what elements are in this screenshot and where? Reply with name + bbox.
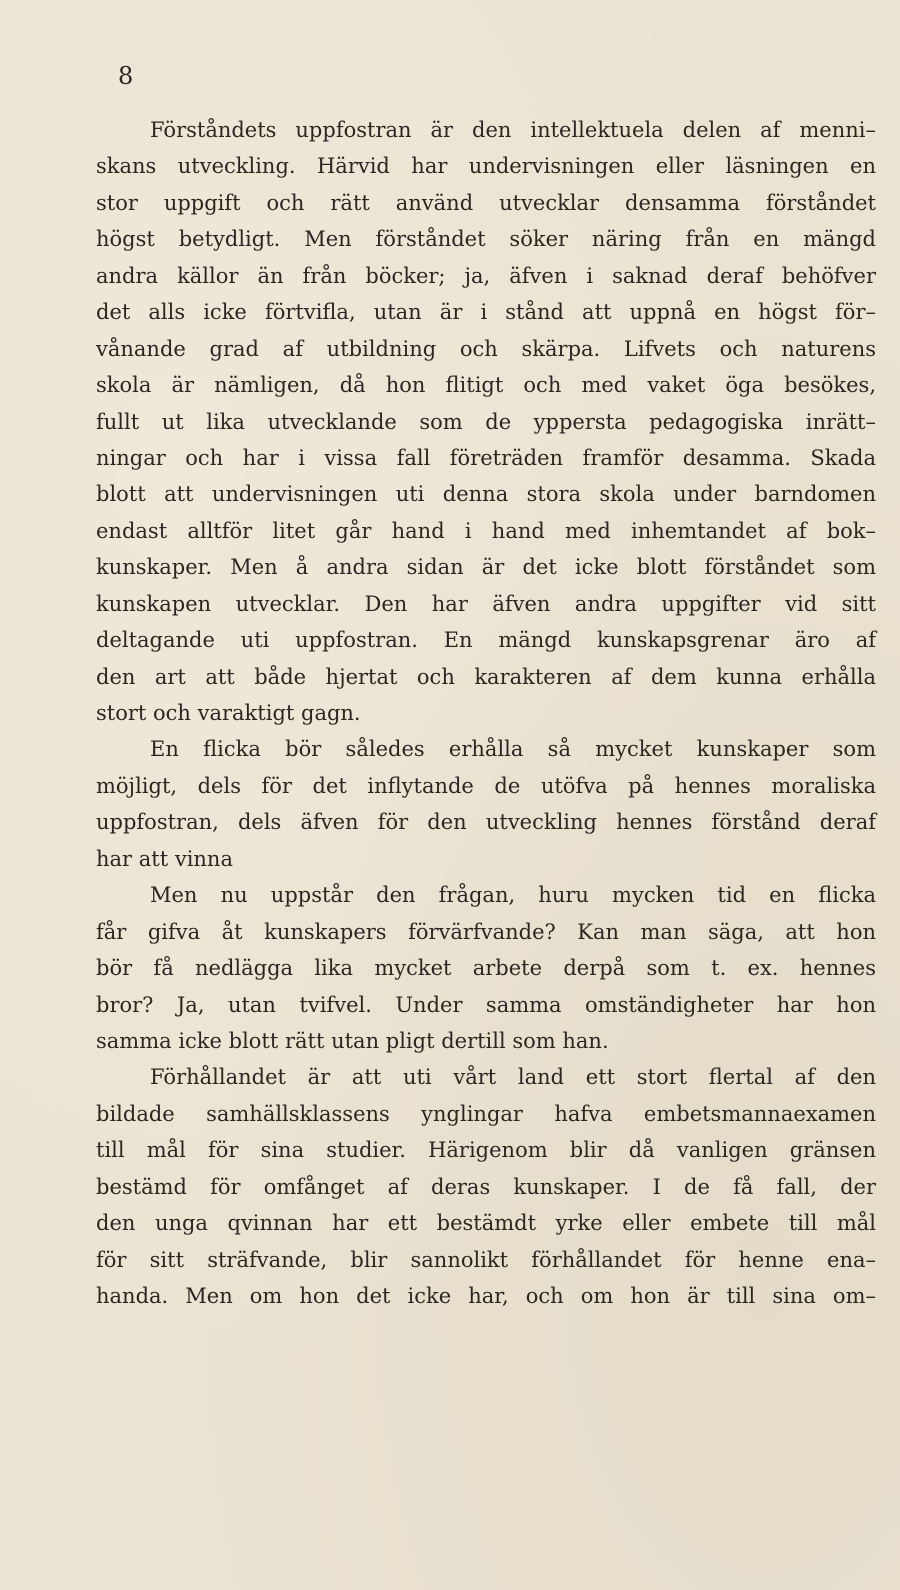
text-line: har att vinna [96, 846, 233, 871]
text-line: får gifva åt kunskapers förvärfvande? Kan man säga, att hon [96, 919, 876, 944]
text-line: blott att undervisningen uti denna stora skola under barndomen [96, 482, 876, 507]
text-line: ningar och har i vissa fall företräden framför desamma. Skada [96, 445, 876, 470]
text-line: uppfostran, dels äfven för den utveckling hennes förstånd deraf [96, 810, 876, 835]
text-line: den art att både hjertat och karakteren af dem kunna erhålla [96, 664, 876, 689]
text-line: andra källor än från böcker; ja, äfven i saknad deraf behöfver [96, 263, 876, 288]
text-line: stor uppgift och rätt använd utvecklar densamma förståndet [96, 190, 876, 215]
text-line: högst betydligt. Men förståndet söker näring från en mängd [96, 227, 876, 252]
text-line: deltagande uti uppfostran. En mängd kunskapsgrenar äro af [96, 628, 876, 653]
body-text [96, 112, 876, 1314]
text-line: vånande grad af utbildning och skärpa. Lifvets och naturens [96, 336, 876, 361]
text-line: Förståndets uppfostran är den intellektuela delen af menni– [150, 118, 876, 142]
text-line: skans utveckling. Härvid har undervisningen eller läsningen en [96, 154, 876, 179]
text-line: möjligt, dels för det inflytande de utöfva på hennes moraliska [96, 773, 876, 798]
text-line: skola är nämligen, då hon flitigt och med vaket öga besökes, [96, 373, 876, 398]
text-line: det alls icke förtvifla, utan är i stånd att uppnå en högst för– [96, 300, 876, 325]
text-line: stort och varaktigt gagn. [96, 701, 361, 725]
text-line: bror? Ja, utan tvifvel. Under samma omständigheter har hon [96, 992, 876, 1017]
text-line: bildade samhällsklassens ynglingar hafva embetsmannaexamen [96, 1101, 876, 1126]
text-line: samma icke blott rätt utan pligt dertill som han. [96, 1028, 609, 1053]
text-line: för sitt sträfvande, blir sannolikt förhållandet för henne ena– [96, 1247, 876, 1272]
text-line: kunskapen utvecklar. Den har äfven andra uppgifter vid sitt [96, 591, 876, 616]
text-line: endast alltför litet går hand i hand med inhemtandet af bok– [96, 518, 876, 543]
text-line: fullt ut lika utvecklande som de yppersta pedagogiska inrätt– [96, 409, 876, 434]
text-line: till mål för sina studier. Härigenom blir då vanligen gränsen [96, 1138, 876, 1163]
text-line: En flicka bör således erhålla så mycket kunskaper som [150, 737, 876, 762]
text-line: kunskaper. Men å andra sidan är det icke blott förståndet som [96, 555, 876, 580]
text-line: Förhållandet är att uti vårt land ett stort flertal af den [150, 1065, 876, 1090]
text-line: bestämd för omfånget af deras kunskaper. I de få fall, der [96, 1174, 876, 1199]
page-number: 8 [118, 62, 134, 90]
text-line: handa. Men om hon det icke har, och om hon är till sina om– [96, 1284, 876, 1308]
text-line: Men nu uppstår den frågan, huru mycken tid en flicka [150, 883, 876, 908]
text-line: bör få nedlägga lika mycket arbete derpå som t. ex. hennes [96, 956, 876, 981]
text-line: den unga qvinnan har ett bestämdt yrke eller embete till mål [96, 1211, 876, 1236]
